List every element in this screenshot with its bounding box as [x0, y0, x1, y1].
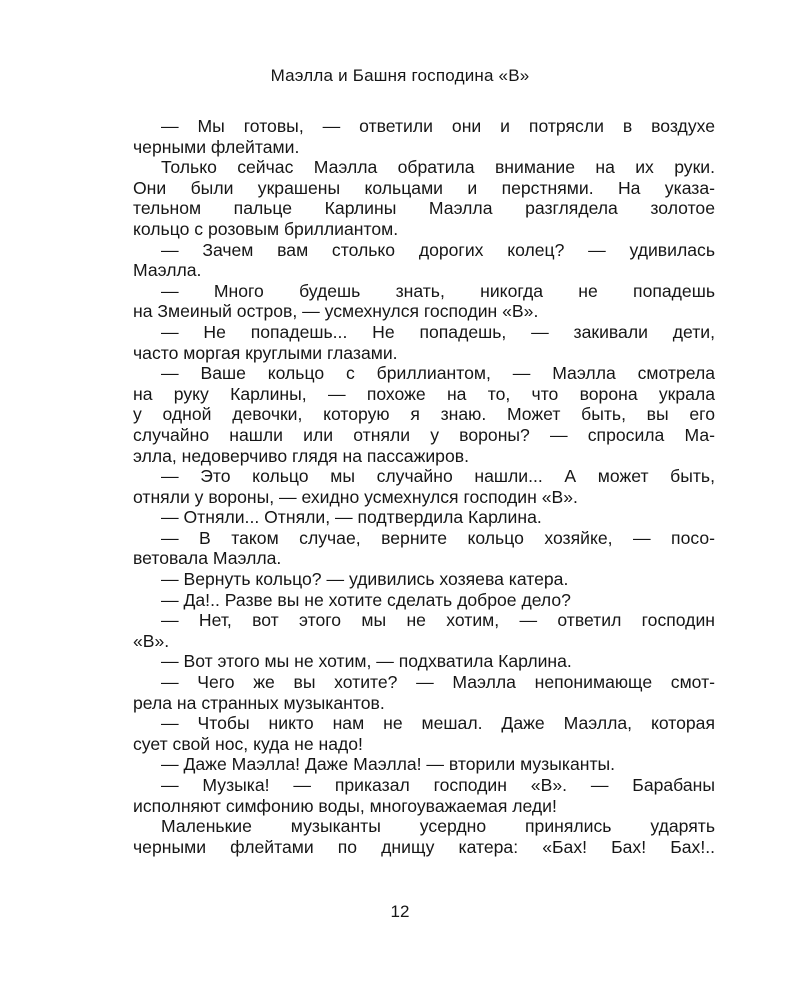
text-line: «В». — [133, 630, 170, 651]
text-line: Маленькие музыканты усердно принялись ударять — [161, 816, 715, 837]
text-line: — Вот этого мы не хотим, — подхватила Карлина. — [161, 651, 572, 672]
text-line: — Чего же вы хотите? — Маэлла непонимающе смот- — [161, 672, 715, 693]
text-line: — Музыка! — приказал господин «В». — Барабаны — [161, 775, 715, 795]
text-line: Только сейчас Маэлла обратила внимание на их руки. — [161, 157, 715, 178]
text-line: — Много будешь знать, никогда не попадешь — [161, 280, 715, 301]
text-line: — Отняли... Отняли, — подтвердила Карлина. — [161, 507, 542, 528]
text-line: элла, недоверчиво глядя на пассажиров. — [133, 445, 469, 466]
text-line: — Не попадешь... Не попадешь, — закивали дети, — [161, 321, 715, 342]
text-line: ветовала Маэлла. — [133, 548, 282, 569]
text-line: исполняют симфонию воды, многоуважаемая леди! — [133, 795, 557, 816]
text-line: — Это кольцо мы случайно нашли... А может быть, — [161, 466, 715, 487]
text-line: рела на странных музыкантов. — [133, 692, 385, 713]
text-line: на Змеиный остров, — усмехнулся господин «В». — [133, 301, 539, 322]
text-line: кольцо с розовым бриллиантом. — [133, 218, 399, 239]
text-line: Маэлла. — [133, 260, 202, 281]
text-line: — Нет, вот этого мы не хотим, — ответил господин — [161, 610, 715, 631]
text-line: — Мы готовы, — ответили они и потрясли в воздухе — [161, 116, 715, 136]
text-line: — Вернуть кольцо? — удивились хозяева катера. — [161, 569, 569, 590]
text-line: случайно нашли или отняли у вороны? — спросила Ма- — [133, 424, 715, 445]
text-line: черными флейтами по днищу катера: «Бах! Бах! Бах!.. — [133, 836, 715, 857]
text-line: — Да!.. Разве вы не хотите сделать доброе дело? — [161, 589, 571, 610]
text-line: — В таком случае, верните кольцо хозяйке, — посо- — [161, 527, 715, 548]
text-line: — Чтобы никто нам не мешал. Даже Маэлла, которая — [161, 713, 715, 734]
text-line: отняли у вороны, — ехидно усмехнулся господин «В». — [133, 486, 578, 507]
body-text — [133, 116, 715, 857]
running-title: Маэлла и Башня господина «В» — [270, 66, 530, 85]
text-line: черными флейтами. — [133, 136, 300, 157]
text-line: Они были украшены кольцами и перстнями. На указа- — [133, 177, 715, 198]
page-number: 12 — [390, 902, 410, 921]
text-line: тельном пальце Карлины Маэлла разглядела золотое — [133, 198, 715, 219]
text-line: часто моргая круглыми глазами. — [133, 342, 398, 363]
text-line: сует свой нос, куда не надо! — [133, 733, 363, 754]
text-line: — Зачем вам столько дорогих колец? — удивилась — [161, 239, 715, 260]
text-line: — Ваше кольцо с бриллиантом, — Маэлла смотрела — [161, 363, 715, 384]
text-line: на руку Карлины, — похоже на то, что ворона украла — [133, 383, 715, 404]
text-line: — Даже Маэлла! Даже Маэлла! — вторили музыканты. — [161, 754, 616, 775]
text-line: у одной девочки, которую я знаю. Может быть, вы его — [133, 404, 715, 425]
